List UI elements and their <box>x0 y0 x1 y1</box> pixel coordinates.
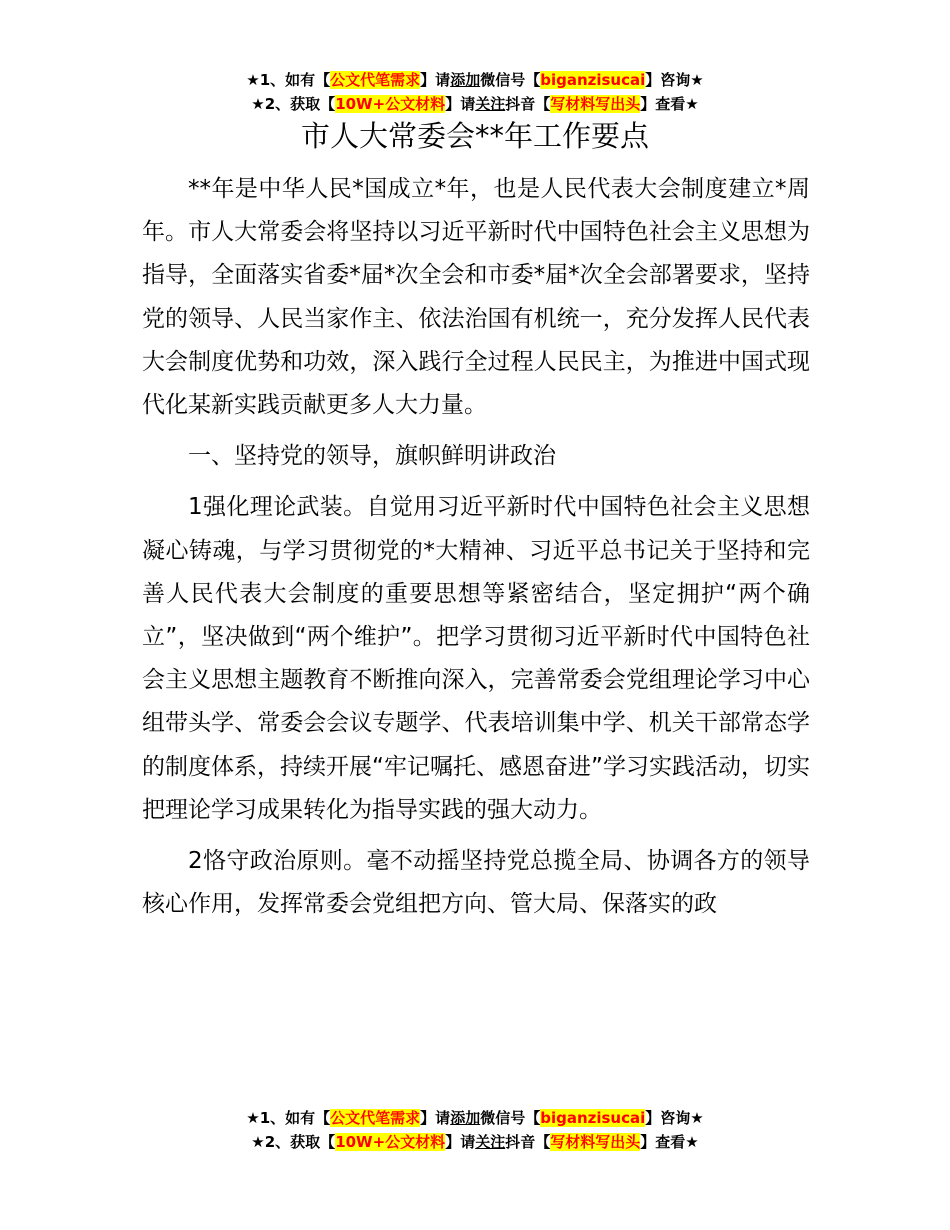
paragraph: **年是中华人民*国成立*年，也是人民代表大会制度建立*周年。市人大常委会将坚持以习近平新时代中国特色社会主义思想为指导，全面落实省委*届*次全会和市委*届*次全会部署要求，坚持党的领导、人民当家作主、依法治国有机统一，充分发挥人民代表大会制度优势和功效，深入践行全过程人民民主，为推进中国式现代化某新实践贡献更多人大力量。 <box>142 176 810 419</box>
highlight-text: 公文代笔需求 <box>330 1109 421 1127</box>
banner-line-2: ★2、获取【10W+公文材料】请关注抖音【写材料写出头】查看★ <box>251 95 699 113</box>
banner-line-1: ★1、如有【公文代笔需求】请添加微信号【biganzisucai】咨询★ <box>246 1109 704 1127</box>
douyin-id: 写材料写出头 <box>550 1133 641 1151</box>
header-banner <box>0 68 950 116</box>
wechat-id: biganzisucai <box>540 1109 646 1127</box>
footer-banner <box>0 1106 950 1154</box>
section-heading: 一、坚持党的领导，旗帜鲜明讲政治 <box>188 443 556 470</box>
wechat-id: biganzisucai <box>540 71 646 89</box>
highlight-text: 公文代笔需求 <box>330 71 421 89</box>
paragraph: 2恪守政治原则。毫不动摇坚持党总揽全局、协调各方的领导核心作用，发挥常委会党组把方向、管大局、保落实的政 <box>142 848 810 918</box>
document-body <box>142 168 810 934</box>
highlight-text: 10W+公文材料 <box>335 95 446 113</box>
paragraph: 1强化理论武装。自觉用习近平新时代中国特色社会主义思想凝心铸魂，与学习贯彻党的*大精神、习近平总书记关于坚持和完善人民代表大会制度的重要思想等紧密结合，坚定拥护“两个确立”，坚决做到“两个维护”。把学习贯彻习近平新时代中国特色社会主义思想主题教育不断推向深入，完善常委会党组理论学习中心组带头学、常委会会议专题学、代表培训集中学、机关干部常态学的制度体系，持续开展“牢记嘱托、感恩奋进”学习实践活动，切实把理论学习成果转化为指导实践的强大动力。 <box>142 494 810 823</box>
banner-line-2: ★2、获取【10W+公文材料】请关注抖音【写材料写出头】查看★ <box>251 1133 699 1151</box>
highlight-text: 10W+公文材料 <box>335 1133 446 1151</box>
douyin-id: 写材料写出头 <box>550 95 641 113</box>
banner-line-1: ★1、如有【公文代笔需求】请添加微信号【biganzisucai】咨询★ <box>246 71 704 89</box>
document-title: 市人大常委会**年工作要点 <box>300 119 649 153</box>
